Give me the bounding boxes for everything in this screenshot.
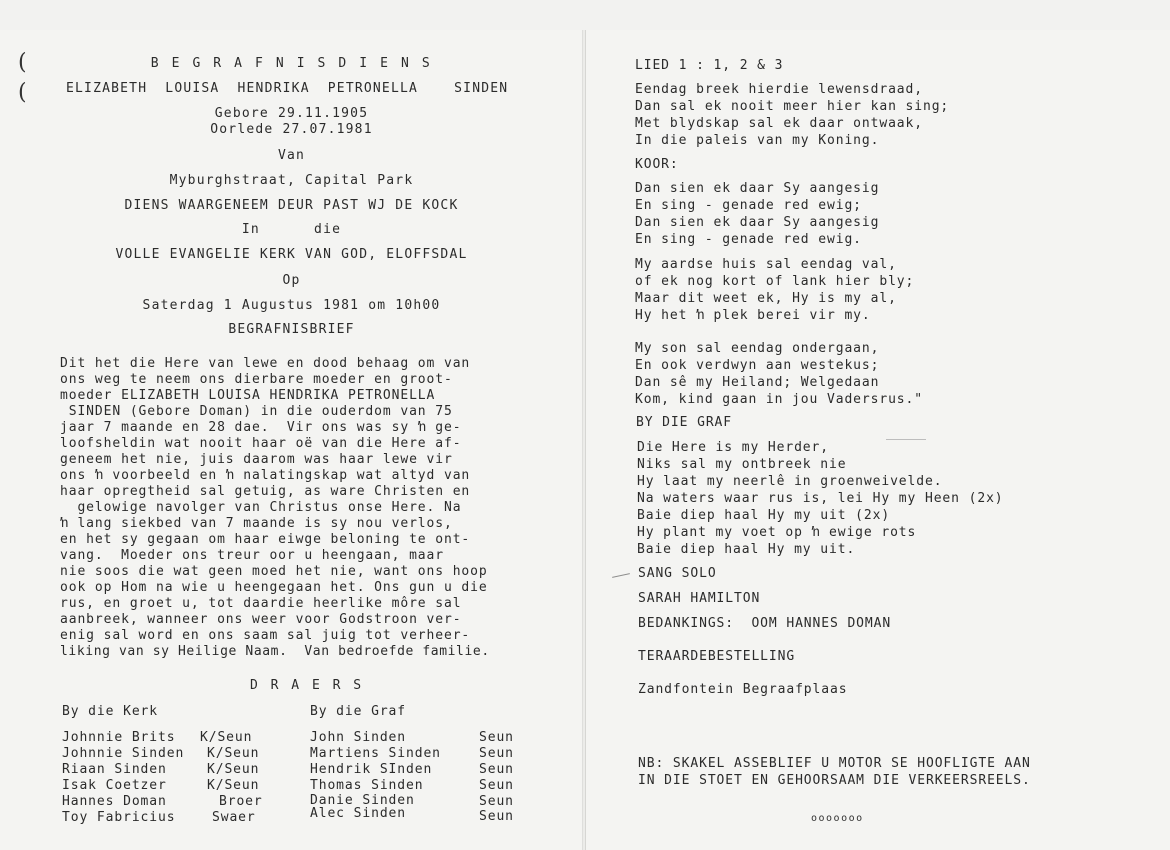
letter-line: geneem het nie, juis daarom was haar lewe vir [60, 452, 453, 467]
background-strip [0, 0, 1170, 30]
verse-line: En sing - genade red ewig. [635, 232, 862, 247]
letter-line: ons weg te neem ons dierbare moeder en groot- [60, 372, 453, 387]
bearer-relation: K/Seun [200, 730, 253, 745]
pencil-mark [612, 573, 630, 578]
on-label: Op [282, 273, 301, 288]
bearer-name: Alec Sinden [310, 806, 406, 821]
psalm-line: Hy laat my neerlê in groenweivelde. [637, 474, 943, 489]
address: Myburghstraat, Capital Park [169, 173, 414, 188]
bearers-grave-heading: By die Graf [310, 704, 406, 719]
verse-line: Eendag breek hierdie lewensdraad, [635, 82, 923, 97]
letter-line: aanbreek, wanneer ons weer voor Godstroon ver- [60, 612, 462, 627]
bearer-name: Isak Coetzer [62, 778, 167, 793]
officiant: DIENS WAARGENEEM DEUR PAST WJ DE KOCK [124, 198, 459, 213]
letter-line: SINDEN (Gebore Doman) in die ouderdom van 75 [60, 404, 453, 419]
bearers-title: D R A E R S [250, 678, 364, 693]
letter-line: ons ŉ voorbeeld en ŉ nalatingskap wat altyd van [60, 468, 471, 483]
bearer-name: Toy Fabricius [62, 810, 176, 825]
letter-line: en het sy gegaan om haar eiwge beloning te ont- [60, 532, 471, 547]
deceased-name: ELIZABETH LOUISA HENDRIKA PETRONELLA SINDEN [66, 81, 509, 96]
service-date: Saterdag 1 Augustus 1981 om 10h00 [142, 298, 441, 313]
verse-line: Met blydskap sal ek daar ontwaak, [635, 116, 923, 131]
letter-line: Dit het die Here van lewe en dood behaag om van [60, 356, 471, 371]
verse-line: Dan sien ek daar Sy aangesig [635, 181, 880, 196]
notice-line: NB: SKAKEL ASSEBLIEF U MOTOR SE HOOFLIGTE AAN [638, 756, 1031, 771]
verse-line: En sing - genade red ewig; [635, 198, 862, 213]
verse-line: Dan sê my Heiland; Welgedaan [635, 375, 880, 390]
verse-line: Dan sien ek daar Sy aangesig [635, 215, 880, 230]
right-page [585, 30, 1170, 850]
letter-title: BEGRAFNISBRIEF [228, 322, 355, 337]
bearer-name: Riaan Sinden [62, 762, 167, 777]
birth-date: Gebore 29.11.1905 [214, 106, 369, 121]
pencil-mark [886, 439, 926, 440]
verse-line: Dan sal ek nooit meer hier kan sing; [635, 99, 950, 114]
letter-line: loofsheldin wat nooit haar oë van die Here af- [60, 436, 462, 451]
psalm-line: Die Here is my Herder, [637, 440, 829, 455]
psalm-line: Niks sal my ontbreek nie [637, 457, 847, 472]
bearers-church-heading: By die Kerk [62, 704, 158, 719]
letter-line: gelowige navolger van Christus onse Here. Na [60, 500, 462, 515]
verse-line: Kom, kind gaan in jou Vadersrus." [635, 392, 923, 407]
psalm-line: Hy plant my voet op ŉ ewige rots [637, 525, 917, 540]
bearer-name: Hannes Doman [62, 794, 167, 809]
psalm-line: Baie diep haal Hy my uit (2x) [637, 508, 891, 523]
verse-line: My son sal eendag ondergaan, [635, 341, 880, 356]
bearer-relation: K/Seun [207, 762, 260, 777]
solo-label: SANG SOLO [638, 566, 717, 581]
notice-line: IN DIE STOET EN GEHOORSAAM DIE VERKEERSREELS. [638, 773, 1031, 788]
letter-line: ook op Hom na wie u heengegaan het. Ons gun u die [60, 580, 488, 595]
ornament-dots: ooooooo [811, 813, 864, 824]
psalm-line: Baie diep haal Hy my uit. [637, 542, 856, 557]
graveside-label: BY DIE GRAF [636, 415, 732, 430]
church-name: VOLLE EVANGELIE KERK VAN GOD, ELOFFSDAL [115, 247, 468, 262]
letter-line: enig sal word en ons saam sal juig tot verheer- [60, 628, 471, 643]
margin-bracket-mark: ( [18, 80, 27, 105]
verse-line: En ook verdwyn aan westekus; [635, 358, 880, 373]
bearer-relation: Seun [479, 809, 514, 824]
hymn-title: LIED 1 : 1, 2 & 3 [635, 58, 784, 73]
verse-line: Hy het ŉ plek berei vir my. [635, 308, 871, 323]
bearer-relation: Seun [479, 746, 514, 761]
bearer-relation: K/Seun [207, 746, 260, 761]
letter-line: jaar 7 maande en 28 dae. Vir ons was sy ŉ ge- [60, 420, 462, 435]
verse-line: of ek nog kort of lank hier bly; [635, 274, 915, 289]
bearer-name: John Sinden [310, 730, 406, 745]
bearer-relation: Seun [479, 762, 514, 777]
verse-line: Maar dit weet ek, Hy is my al, [635, 291, 897, 306]
cemetery-name: Zandfontein Begraafplaas [638, 682, 848, 697]
bearer-name: Johnnie Sinden [62, 746, 185, 761]
letter-line: vang. Moeder ons treur oor u heengaan, maar [60, 548, 444, 563]
letter-line: ŉ lang siekbed van 7 maande is sy nou verlos, [60, 516, 453, 531]
verse-line: In die paleis van my Koning. [635, 133, 880, 148]
death-date: Oorlede 27.07.1981 [210, 122, 373, 137]
service-title: B E G R A F N I S D I E N S [150, 56, 433, 71]
chorus-label: KOOR: [635, 157, 679, 172]
from-label: Van [277, 148, 306, 163]
margin-bracket-mark: ( [18, 50, 27, 75]
bearer-relation: Swaer [212, 810, 256, 825]
psalm-line: Na waters waar rus is, lei Hy my Heen (2x) [637, 491, 1004, 506]
letter-line: nie soos die wat geen moed het nie, want ons hoop [60, 564, 488, 579]
bearer-relation: K/Seun [207, 778, 260, 793]
bearer-name: Thomas Sinden [310, 778, 424, 793]
bearer-relation: Seun [479, 730, 514, 745]
bearer-relation: Seun [479, 778, 514, 793]
verse-line: My aardse huis sal eendag val, [635, 257, 897, 272]
bearer-name: Hendrik SInden [310, 762, 433, 777]
bearer-relation: Broer [219, 794, 263, 809]
acknowledgements: BEDANKINGS: OOM HANNES DOMAN [638, 616, 892, 631]
bearer-name: Johnnie Brits [62, 730, 176, 745]
in-label: In die [241, 222, 342, 237]
left-page [0, 30, 583, 850]
letter-line: rus, en groet u, tot daardie heerlike môre sal [60, 596, 462, 611]
bearer-name: Martiens Sinden [310, 746, 441, 761]
bearer-name: Danie Sinden [310, 793, 415, 808]
bearer-relation: Seun [479, 794, 514, 809]
soloist-name: SARAH HAMILTON [638, 591, 761, 606]
letter-line: haar opregtheid sal getuig, as ware Christen en [60, 484, 471, 499]
letter-line: liking van sy Heilige Naam. Van bedroefde familie. [60, 644, 490, 659]
burial-label: TERAARDEBESTELLING [638, 649, 796, 664]
letter-line: moeder ELIZABETH LOUISA HENDRIKA PETRONELLA [60, 388, 436, 403]
